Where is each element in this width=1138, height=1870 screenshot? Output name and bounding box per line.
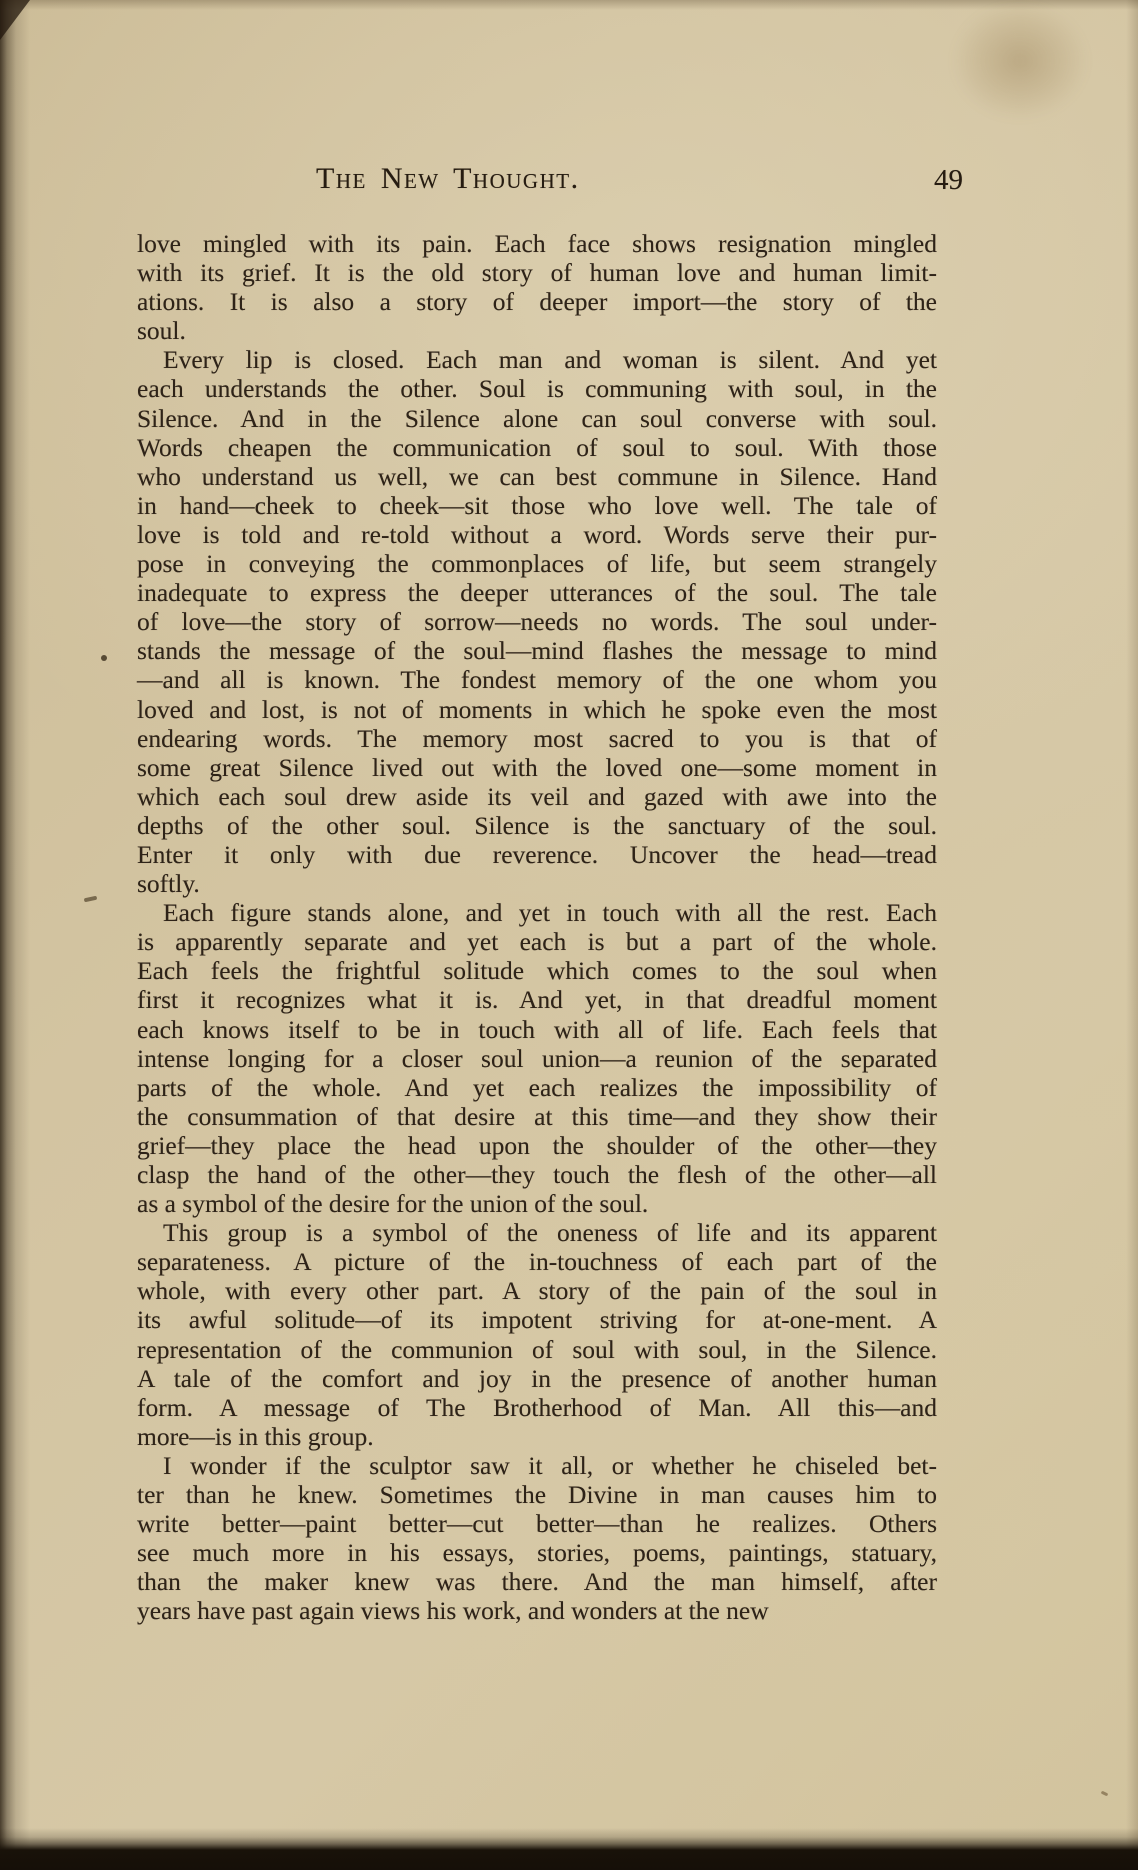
text-line: than the maker knew was there. And the man himself, after	[137, 1567, 937, 1597]
paragraph	[137, 898, 937, 1218]
text-line: is apparently separate and yet each is but a part of the whole.	[137, 927, 937, 957]
text-line: depths of the other soul. Silence is the sanctuary of the soul.	[137, 810, 937, 840]
text-line: Words cheapen the communication of soul to soul. With those	[137, 432, 937, 462]
text-line: love is told and re-told without a word. Words serve their pur-	[137, 519, 937, 549]
text-line: with its grief. It is the old story of human love and human limit-	[137, 258, 937, 288]
text-line: Enter it only with due reverence. Uncover the head—tread	[137, 839, 937, 869]
bottom-scan-edge	[0, 1828, 1138, 1870]
text-line: its awful solitude—of its impotent striving for at-one-ment. A	[137, 1305, 937, 1335]
text-line: as a symbol of the desire for the union of the soul.	[137, 1189, 649, 1219]
text-line: Every lip is closed. Each man and woman is silent. And yet	[163, 345, 937, 375]
text-line: in hand—cheek to cheek—sit those who love well. The tale of	[137, 490, 937, 520]
corner-fold	[0, 0, 30, 40]
text-line: This group is a symbol of the oneness of life and its apparent	[163, 1218, 937, 1248]
page-title: The New Thought.	[316, 162, 580, 195]
text-line: endearing words. The memory most sacred to you is that of	[137, 723, 937, 753]
page-number: 49	[934, 164, 963, 196]
text-line: stands the message of the soul—mind flashes the message to mind	[137, 636, 937, 666]
text-line: each knows itself to be in touch with all of life. Each feels that	[137, 1014, 937, 1044]
text-line: who understand us well, we can best commune in Silence. Hand	[137, 461, 937, 491]
text-line: some great Silence lived out with the loved one—some moment in	[137, 752, 937, 782]
text-line: form. A message of The Brotherhood of Man. All this—and	[137, 1392, 937, 1422]
text-line: first it recognizes what it is. And yet, in that dreadful moment	[137, 985, 937, 1015]
text-line: each understands the other. Soul is communing with soul, in the	[137, 374, 937, 404]
text-line: grief—they place the head upon the shoulder of the other—they	[137, 1130, 937, 1160]
paper-smudge	[952, 2, 1088, 120]
text-line: intense longing for a closer soul union—a reunion of the separated	[137, 1043, 937, 1073]
paragraph	[137, 1218, 937, 1451]
text-line: Silence. And in the Silence alone can soul converse with soul.	[137, 403, 937, 433]
text-line: A tale of the comfort and joy in the presence of another human	[137, 1363, 937, 1393]
scan-artifact	[1101, 1791, 1109, 1797]
text-line: I wonder if the sculptor saw it all, or whether he chiseled bet-	[163, 1450, 937, 1480]
top-edge-shadow	[0, 0, 1138, 10]
text-line: softly.	[137, 869, 200, 899]
text-line: more—is in this group.	[137, 1421, 374, 1451]
paragraph	[137, 345, 937, 898]
text-line: which each soul drew aside its veil and gazed with awe into the	[137, 781, 937, 811]
text-line: whole, with every other part. A story of the pain of the soul in	[137, 1276, 937, 1306]
left-binding-shadow	[0, 0, 30, 1870]
paragraph	[137, 229, 937, 345]
text-line: representation of the communion of soul with soul, in the Silence.	[137, 1334, 937, 1364]
text-line: inadequate to express the deeper utterances of the soul. The tale	[137, 578, 937, 608]
right-edge-shadow	[1126, 0, 1138, 1870]
text-line: separateness. A picture of the in-touchness of each part of the	[137, 1247, 937, 1277]
text-line: Each feels the frightful solitude which comes to the soul when	[137, 956, 937, 986]
text-line: parts of the whole. And yet each realizes the impossibility of	[137, 1072, 937, 1102]
text-line: the consummation of that desire at this time—and they show their	[137, 1101, 937, 1131]
text-line: loved and lost, is not of moments in which he spoke even the most	[137, 694, 937, 724]
text-line: years have past again views his work, and wonders at the new	[137, 1596, 769, 1626]
text-line: pose in conveying the commonplaces of life, but seem strangely	[137, 549, 937, 579]
text-line: soul.	[137, 316, 186, 346]
text-line: Each figure stands alone, and yet in touch with all the rest. Each	[163, 898, 937, 928]
text-line: write better—paint better—cut better—than he realizes. Others	[137, 1509, 937, 1539]
text-line: clasp the hand of the other—they touch the flesh of the other—all	[137, 1160, 937, 1189]
scan-artifact	[101, 655, 107, 661]
text-line: of love—the story of sorrow—needs no words. The soul under-	[137, 607, 937, 637]
body-text	[137, 229, 937, 1626]
paragraph	[137, 1451, 937, 1626]
text-line: ter than he knew. Sometimes the Divine in man causes him to	[137, 1480, 937, 1510]
text-line: —and all is known. The fondest memory of the one whom you	[137, 665, 937, 695]
text-line: see much more in his essays, stories, poems, paintings, statuary,	[137, 1538, 937, 1568]
scan-artifact	[84, 896, 98, 903]
text-line: ations. It is also a story of deeper import—the story of the	[137, 287, 937, 317]
text-line: love mingled with its pain. Each face shows resignation mingled	[137, 229, 937, 258]
